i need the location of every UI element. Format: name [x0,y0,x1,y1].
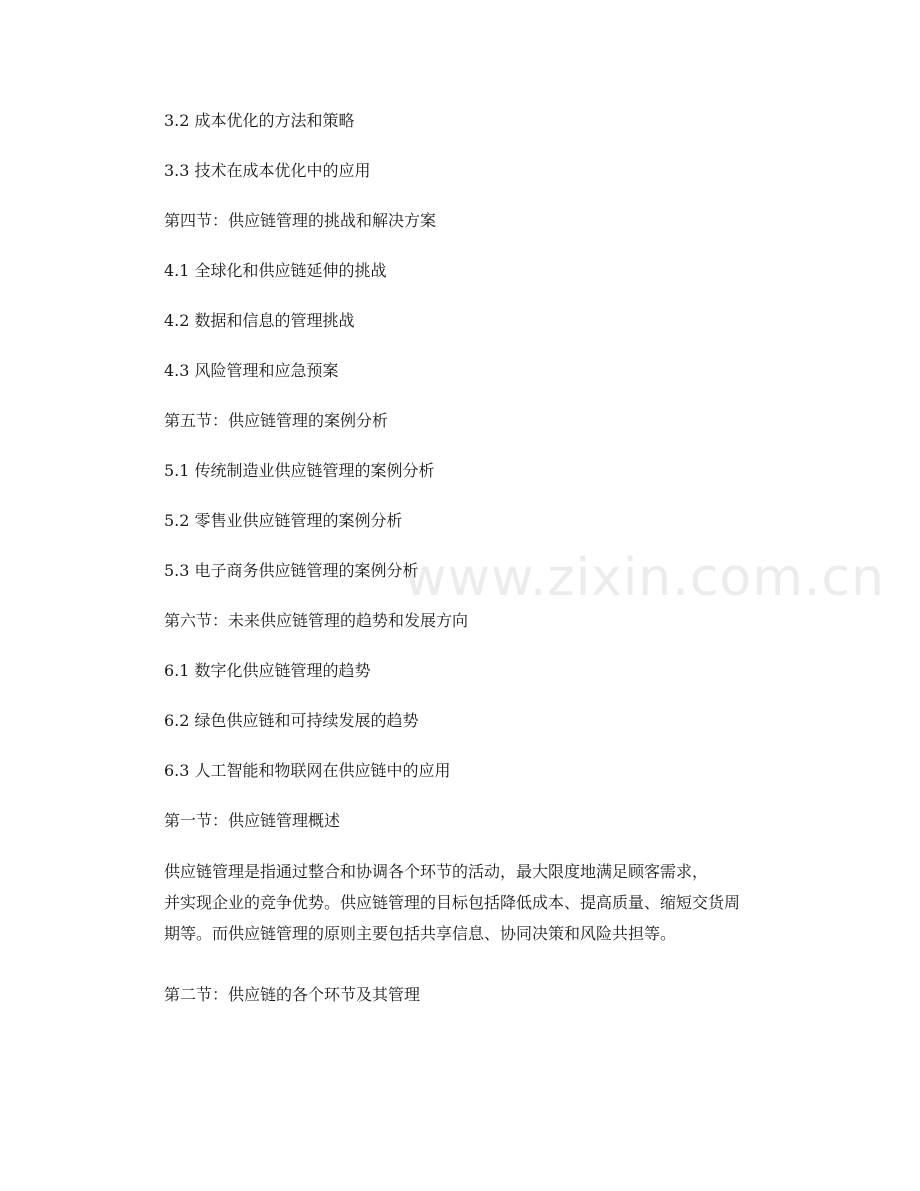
toc-section-5: 第五节：供应链管理的案例分析 [164,411,389,430]
toc-item-4-1: 4.1 全球化和供应链延伸的挑战 [164,261,387,280]
toc-item-6-3: 6.3 人工智能和物联网在供应链中的应用 [164,761,451,780]
body-paragraph [164,856,764,949]
toc-item-5-3: 5.3 电子商务供应链管理的案例分析 [164,561,419,580]
paragraph-line-2: 并实现企业的竞争优势。供应链管理的目标包括降低成本、提高质量、缩短交货周 [164,893,741,912]
paragraph-line-1: 供应链管理是指通过整合和协调各个环节的活动，最大限度地满足顾客需求， [164,862,709,881]
section-heading-2: 第二节：供应链的各个环节及其管理 [164,985,421,1004]
toc-item-3-3: 3.3 技术在成本优化中的应用 [164,161,371,180]
toc-item-4-2: 4.2 数据和信息的管理挑战 [164,311,355,330]
watermark-text: www.zixin.com.cn [404,548,885,608]
toc-item-4-3: 4.3 风险管理和应急预案 [164,361,339,380]
toc-section-6: 第六节：未来供应链管理的趋势和发展方向 [164,611,469,630]
toc-item-6-1: 6.1 数字化供应链管理的趋势 [164,661,371,680]
section-heading-1: 第一节：供应链管理概述 [164,811,341,830]
toc-section-4: 第四节：供应链管理的挑战和解决方案 [164,211,437,230]
toc-item-5-1: 5.1 传统制造业供应链管理的案例分析 [164,461,435,480]
paragraph-line-3: 期等。而供应链管理的原则主要包括共享信息、协同决策和风险共担等。 [164,924,677,943]
toc-item-6-2: 6.2 绿色供应链和可持续发展的趋势 [164,711,419,730]
toc-item-3-2: 3.2 成本优化的方法和策略 [164,111,355,130]
toc-item-5-2: 5.2 零售业供应链管理的案例分析 [164,511,403,530]
